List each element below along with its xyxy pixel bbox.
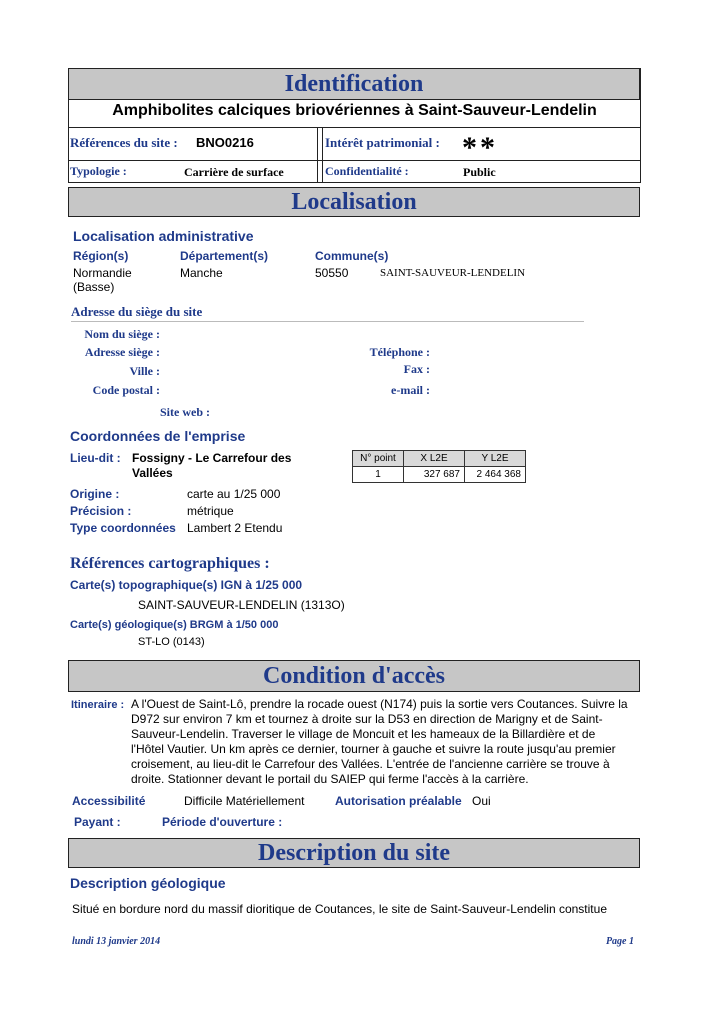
itineraire-text: A l'Ouest de Saint-Lô, prendre la rocade ouest (N174) puis la sortie vers Coutances. Suivre la D972 sur environ 7 km et tournez à droite sur la D53 en direction de Marigny et de Saint-Sauveur-Lendelin. Traverser le village de Moncuit et les hameaux de la Billardière et de l'Hôtel Vautier. Un km après ce dernier, tourner à gauche et suivre la route jusqu'au premier croisement, au lieu-dit le Carrefour des Vallées. L'entrée de l'ancienne carrière se trouve à droite. Stationner devant le portail du SAIEP qui ferme l'accès à la carrière.	[131, 697, 628, 786]
telephone-label: Téléphone :	[369, 345, 430, 359]
region-value: Normandie (Basse)	[73, 266, 132, 294]
code-postal-label: Code postal :	[92, 383, 160, 397]
brgm-label: Carte(s) géologique(s) BRGM à 1/50 000	[70, 619, 279, 631]
acces-header	[68, 660, 640, 692]
header-commune: Commune(s)	[315, 249, 389, 263]
site-web-label: Site web :	[160, 405, 210, 419]
site-name: Amphibolites calciques briovériennes à Saint-Sauveur-Lendelin	[112, 102, 597, 119]
table-header-x: X L2E	[404, 451, 465, 467]
origine-value: carte au 1/25 000	[187, 487, 281, 501]
table-header-y: Y L2E	[465, 451, 526, 467]
typologie-value: Carrière de surface	[184, 165, 284, 179]
payant-label: Payant :	[74, 815, 121, 829]
admin-title: Localisation administrative	[73, 228, 254, 244]
geo-text: Situé en bordure nord du massif dioritique de Coutances, le site de Saint-Sauveur-Lendelin constitue	[72, 902, 607, 916]
itineraire-label: Itineraire :	[71, 699, 125, 711]
header-departement: Département(s)	[180, 249, 269, 263]
precision-value: métrique	[187, 504, 234, 518]
origine-label: Origine :	[70, 487, 120, 501]
table-cell-y: 2 464 368	[465, 467, 526, 483]
ign-label: Carte(s) topographique(s) IGN à 1/25 000	[70, 578, 303, 592]
coordinates-table	[352, 450, 526, 483]
type-coord-label: Type coordonnées	[70, 521, 176, 535]
localisation-header	[68, 187, 640, 217]
table-header-point: N° point	[353, 451, 404, 467]
ident-divider-1	[68, 127, 641, 128]
ville-label: Ville :	[129, 364, 160, 378]
ident-vdivider-b	[322, 127, 323, 183]
interet-label: Intérêt patrimonial :	[325, 135, 440, 150]
description-header	[68, 838, 640, 868]
lieu-dit-value: Fossigny - Le Carrefour des Vallées	[132, 451, 292, 480]
fax-label: Fax :	[403, 362, 430, 376]
confid-value: Public	[463, 165, 496, 179]
references-title: Références cartographiques :	[70, 555, 270, 572]
acces-title: Condition d'accès	[262, 663, 445, 689]
table-cell-x: 327 687	[404, 467, 465, 483]
nom-siege-label: Nom du siège :	[84, 327, 160, 341]
geo-title: Description géologique	[70, 875, 226, 891]
identification-title: Identification	[284, 71, 424, 97]
description-title: Description du site	[258, 840, 450, 866]
table-header-row	[353, 451, 526, 467]
email-label: e-mail :	[391, 383, 430, 397]
adresse-siege-label: Adresse siège :	[84, 345, 160, 359]
periode-label: Période d'ouverture :	[162, 815, 283, 829]
autorisation-label: Autorisation préalable	[335, 794, 462, 808]
type-coord-value: Lambert 2 Etendu	[187, 521, 283, 535]
ref-label: Références du site :	[70, 135, 178, 150]
autorisation-value: Oui	[472, 794, 491, 808]
header-region: Région(s)	[73, 249, 129, 263]
confid-label: Confidentialité :	[325, 164, 409, 178]
accessibilite-label: Accessibilité	[72, 794, 146, 808]
departement-value: Manche	[180, 266, 223, 280]
commune-code: 50550	[315, 266, 349, 280]
precision-label: Précision :	[70, 504, 132, 518]
adresse-title: Adresse du siège du site	[71, 304, 203, 319]
adresse-underline	[71, 321, 584, 322]
ident-vdivider-a	[317, 127, 318, 183]
table-row	[353, 467, 526, 483]
ref-value: BNO0216	[196, 135, 254, 150]
lieu-dit-label: Lieu-dit :	[70, 451, 121, 465]
footer-page: Page 1	[605, 936, 634, 947]
coord-title: Coordonnées de l'emprise	[70, 428, 246, 444]
commune-name: SAINT-SAUVEUR-LENDELIN	[380, 267, 526, 279]
localisation-title: Localisation	[291, 189, 417, 215]
ident-divider-2	[68, 160, 641, 161]
interet-value: **	[462, 131, 498, 164]
ign-value: SAINT-SAUVEUR-LENDELIN (1313O)	[138, 598, 345, 612]
footer-date: lundi 13 janvier 2014	[72, 936, 161, 947]
accessibilite-value: Difficile Matériellement	[184, 794, 305, 808]
typologie-label: Typologie :	[70, 164, 127, 178]
table-cell-point: 1	[353, 467, 404, 483]
brgm-value: ST-LO (0143)	[138, 636, 205, 648]
